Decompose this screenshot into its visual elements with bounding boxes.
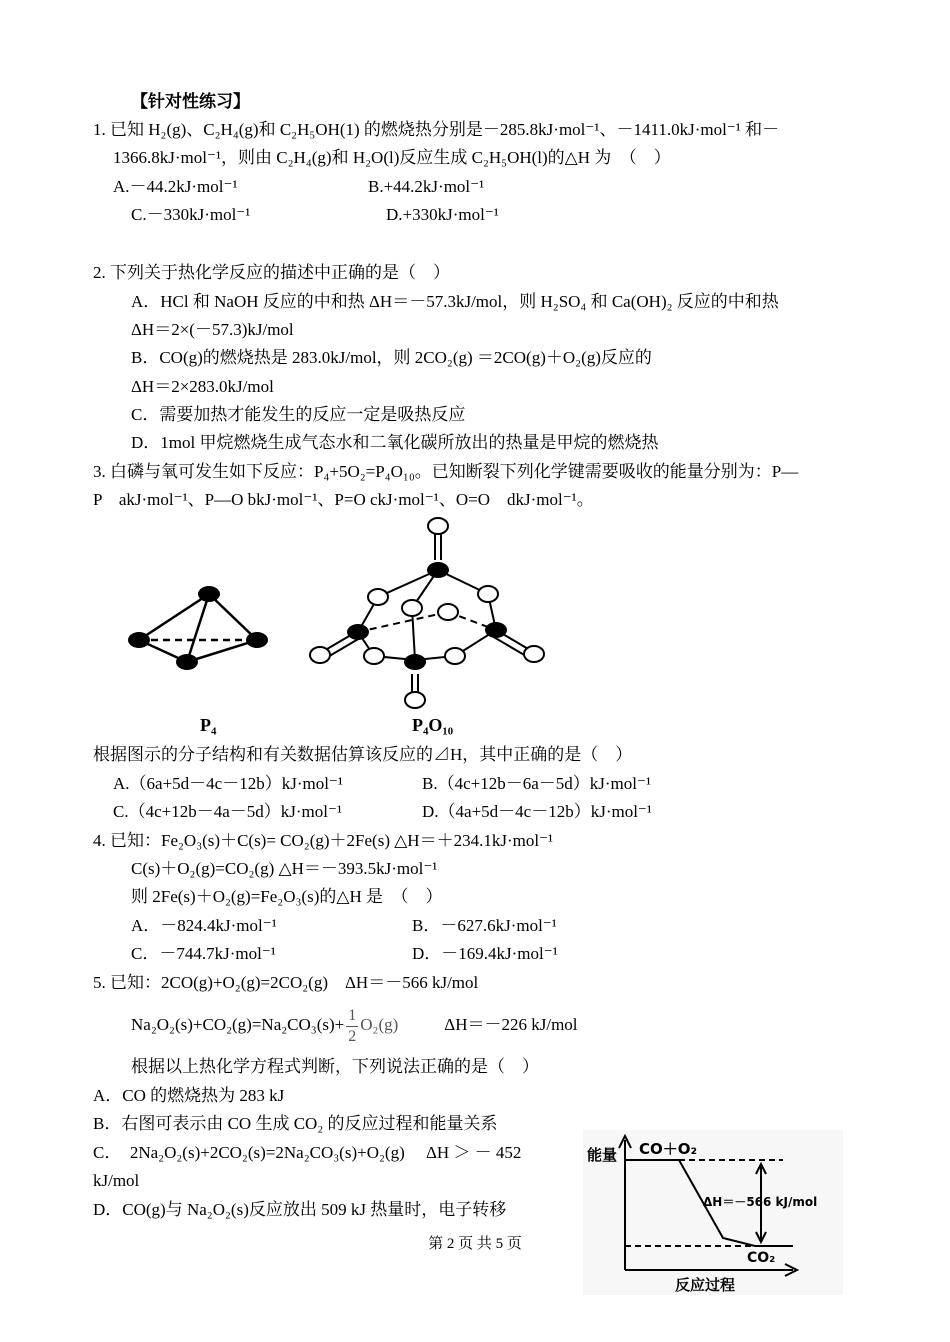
q5-option-c-line2: kJ/mol: [93, 1171, 140, 1190]
q3-line1: 3. 白磷与氧可发生如下反应：P₄+5O₂=P₄O₁₀。已知断裂下列化学键需要吸收的能量分别为：P—: [93, 462, 799, 481]
q1-option-a: A.－44.2kJ·mol⁻¹: [113, 177, 238, 196]
q3-line2: P akJ·mol⁻¹、P—O bkJ·mol⁻¹、P=O ckJ·mol⁻¹、O=O dkJ·mol⁻¹。: [93, 490, 594, 509]
q1-option-b: B.+44.2kJ·mol⁻¹: [368, 177, 485, 196]
half-fraction: [346, 1006, 358, 1047]
reactants-label: CO＋O₂: [639, 1140, 698, 1158]
page-footer: 第 2 页 共 5 页: [428, 1236, 522, 1252]
q5-line2: [131, 1003, 578, 1047]
q2-option-b-line2: ΔH＝2×283.0kJ/mol: [131, 377, 274, 396]
q3-option-d: D.（4a+5d－4c－12b）kJ·mol⁻¹: [422, 802, 652, 821]
q4-option-c: C．－744.7kJ·mol⁻¹: [131, 944, 276, 963]
q4-line1: 4. 已知：Fe₂O₃(s)＋C(s)= CO₂(g)＋2Fe(s) △H＝＋234.1kJ·mol⁻¹: [93, 831, 554, 850]
q1-line1: 1. 已知 H₂(g)、C₂H₄(g)和 C₂H₅OH(1) 的燃烧热分别是－285.8kJ·mol⁻¹、－1411.0kJ·mol⁻¹ 和－: [93, 120, 780, 139]
energy-axis-label: 能量: [587, 1146, 618, 1164]
q5-option-b: B．右图可表示由 CO 生成 CO₂ 的反应过程和能量关系: [93, 1114, 498, 1133]
q2-option-c: C．需要加热才能发生的反应一定是吸热反应: [131, 405, 466, 424]
q5-equation2: Na₂O₂(s)+CO₂(g)=Na₂CO₃(s)+: [131, 1015, 345, 1034]
p4-label: P₄: [200, 715, 217, 735]
q4-line2: C(s)＋O₂(g)=CO₂(g) △H＝－393.5kJ·mol⁻¹: [131, 859, 438, 878]
q3-option-c: C.（4c+12b－4a－5d）kJ·mol⁻¹: [113, 802, 343, 821]
q1-option-d: D.+330kJ·mol⁻¹: [386, 205, 499, 224]
q3-option-b: B.（4c+12b－6a－5d）kJ·mol⁻¹: [422, 774, 652, 793]
p4-molecule-figure: [125, 580, 285, 680]
q2-option-b-line1: B．CO(g)的燃烧热是 283.0kJ/mol，则 2CO₂(g) ＝2CO(g)＋O₂(g)反应的: [131, 348, 652, 367]
q5-equation2-dh: ΔH＝－226 kJ/mol: [444, 1015, 578, 1034]
fraction-denominator: 2: [348, 1027, 357, 1045]
q3-stem: 根据图示的分子结构和有关数据估算该反应的⊿H，其中正确的是（ ）: [93, 745, 633, 764]
q2-option-a-line1: A．HCl 和 NaOH 反应的中和热 ΔH＝－57.3kJ/mol，则 H₂SO₄ 和 Ca(OH)₂ 反应的中和热: [131, 292, 779, 311]
p4o10-label: P₄O₁₀: [412, 715, 454, 735]
oxygen-gas: O₂(g): [360, 1015, 399, 1034]
q2-option-a-line2: ΔH＝2×(－57.3)kJ/mol: [131, 320, 294, 339]
q1-line2: 1366.8kJ·mol⁻¹，则由 C₂H₄(g)和 H₂O(l)反应生成 C₂H₅OH(l)的△H 为 （ ）: [113, 148, 671, 167]
fraction-numerator: 1: [346, 1006, 358, 1027]
q5-option-d: D．CO(g)与 Na₂O₂(s)反应放出 509 kJ 热量时，电子转移: [93, 1200, 507, 1219]
q5-stem: 根据以上热化学方程式判断，下列说法正确的是（ ）: [131, 1057, 539, 1076]
q5-option-a: A．CO 的燃烧热为 283 kJ: [93, 1086, 285, 1105]
p4o10-molecule-figure: [300, 512, 560, 712]
delta-h-label: ΔH＝－566 kJ/mol: [703, 1195, 818, 1209]
q4-option-a: A．－824.4kJ·mol⁻¹: [131, 916, 277, 935]
q3-option-a: A.（6a+5d－4c－12b）kJ·mol⁻¹: [113, 774, 343, 793]
q4-option-d: D．－169.4kJ·mol⁻¹: [412, 944, 558, 963]
q1-option-c: C.－330kJ·mol⁻¹: [131, 205, 251, 224]
q5-line1: 5. 已知：2CO(g)+O₂(g)=2CO₂(g) ΔH＝－566 kJ/mol: [93, 973, 479, 992]
q4-option-b: B．－627.6kJ·mol⁻¹: [412, 916, 557, 935]
section-title: 【针对性练习】: [131, 92, 250, 111]
reaction-progress-label: 反应过程: [675, 1276, 736, 1294]
product-label: CO₂: [747, 1250, 776, 1266]
q2-stem: 2. 下列关于热化学反应的描述中正确的是（ ）: [93, 263, 450, 282]
q2-option-d: D．1mol 甲烷燃烧生成气态水和二氧化碳所放出的热量是甲烷的燃烧热: [131, 433, 659, 452]
q5-option-c-line1: C． 2Na₂O₂(s)+2CO₂(s)=2Na₂CO₃(s)+O₂(g) ΔH ＞ － 452: [93, 1143, 522, 1162]
energy-diagram: [583, 1130, 843, 1295]
q4-line3: 则 2Fe(s)＋O₂(g)=Fe₂O₃(s)的△H 是 （ ）: [131, 887, 443, 906]
